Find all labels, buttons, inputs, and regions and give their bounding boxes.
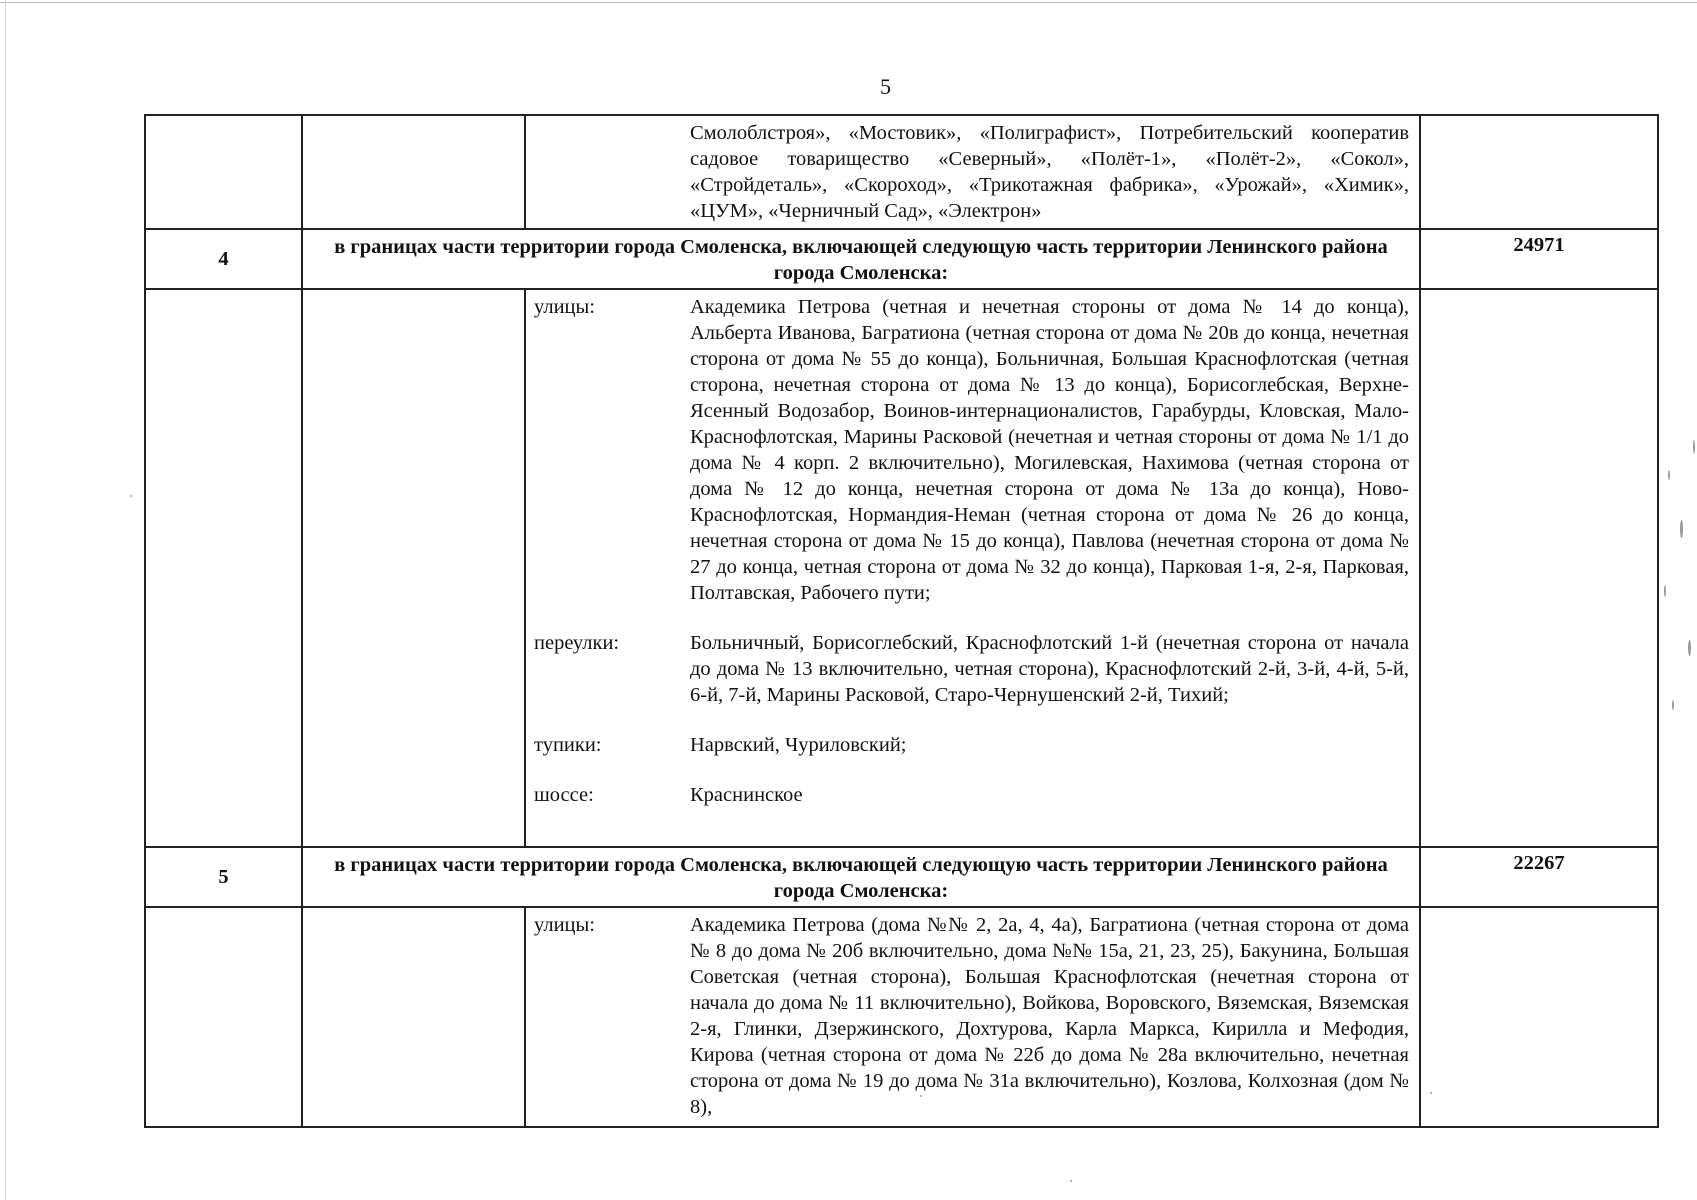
voter-count: 24971 [1420, 229, 1658, 289]
category-text: Академика Петрова (четная и нечетная стороны от дома № 14 до конца), Альберта Иванова, Багратиона (четная сторона от дома № 20в до конца, нечетная сторона от дома № 55 до конца), Больничная, Большая Краснофлотская (четная сторона, нечетная сторона от дома № 13 до конца), Борисоглебская, Верхне-Ясенный Водозабор, Воинов-интернационалистов, Гарабурды, Кловская, Мало-Краснофлотская, Марины Расковой (нечетная и четная стороны от дома № 1/1 до дома № 4 корп. 2 включительно), Могилевская, Нахимова (четная сторона от дома № 12 до конца, нечетная сторона от дома № 13а до конца), Ново-Краснофлотская, Нормандия-Неман (четная сторона от дома № 26 до конца, нечетная сторона от дома № 15 до конца), Павлова (нечетная сторона от дома № 27 до конца, четная сторона от дома № 32 до конца), Парковая 1-я, 2-я, Парковая, Полтавская, Рабочего пути; [690, 296, 1409, 604]
category-block [526, 782, 1409, 808]
section-number: 5 [145, 847, 302, 907]
table-cell [145, 115, 302, 229]
category-text: Краснинское [690, 784, 803, 806]
category-label: улицы: [534, 914, 595, 936]
section-heading: в границах части территории города Смоленска, включающей следующую часть территории Ленинского района города Смоленска: [302, 229, 1420, 289]
category-text: Нарвский, Чуриловский; [690, 734, 907, 756]
continuation-row [145, 115, 1658, 229]
scan-speck [1672, 700, 1674, 710]
table-cell [1420, 289, 1658, 847]
table-cell [145, 289, 302, 847]
category-label: тупики: [534, 734, 602, 756]
table-cell [302, 289, 525, 847]
scan-speck [1688, 640, 1691, 656]
category-block [526, 912, 1409, 1120]
scan-speck [1070, 1180, 1072, 1182]
scan-speck [920, 1095, 922, 1097]
table-cell [145, 907, 302, 1127]
scan-speck [1693, 440, 1695, 454]
section-number: 4 [145, 229, 302, 289]
category-label: переулки: [534, 632, 620, 654]
category-block [526, 294, 1409, 606]
table-cell [302, 115, 525, 229]
table-cell [302, 907, 525, 1127]
street-list [525, 907, 1420, 1127]
continuation-text: Смолоблстроя», «Мостовик», «Полиграфист», Потребительский кооператив садовое товарищество «Северный», «Полёт-1», «Полёт-2», «Сокол», «Стройдеталь», «Скороход», «Трикотажная фабрика», «Урожай», «Химик», «ЦУМ», «Черничный Сад», «Электрон» [525, 115, 1420, 229]
category-text: Академика Петрова (дома №№ 2, 2а, 4, 4а), Багратиона (четная сторона от дома № 8 до дома № 20б включительно, дома №№ 15а, 21, 23, 25), Бакунина, Большая Советская (четная сторона), Большая Краснофлотская (нечетная сторона от начала до дома № 11 включительно), Войкова, Воровского, Вяземская, Вяземская 2-я, Глинки, Дзержинского, Дохтурова, Карла Маркса, Кирилла и Мефодия, Кирова (четная сторона от дома № 22б до дома № 28а включительно, нечетная сторона от дома № 19 до дома № 31а включительно), Козлова, Колхозная (дом № 8), [690, 914, 1409, 1118]
table-cell [1420, 115, 1658, 229]
section-body-row [145, 289, 1658, 847]
scan-edge-line [5, 0, 6, 1200]
category-label: улицы: [534, 296, 595, 318]
scan-speck [130, 495, 132, 497]
section-body-row [145, 907, 1658, 1127]
scan-edge-line [0, 2, 1697, 3]
category-block [526, 630, 1409, 708]
scan-speck [1430, 1092, 1432, 1094]
scan-speck [1668, 470, 1670, 480]
scan-speck [1664, 585, 1666, 597]
scan-speck [1680, 520, 1683, 538]
section-heading: в границах части территории города Смоленска, включающей следующую часть территории Ленинского района города Смоленска: [302, 847, 1420, 907]
page-number: 5 [880, 74, 891, 99]
section-header-row [145, 847, 1658, 907]
category-block [526, 732, 1409, 758]
street-list [525, 289, 1420, 847]
section-header-row [145, 229, 1658, 289]
category-text: Больничный, Борисоглебский, Краснофлотский 1-й (нечетная сторона от начала до дома № 13 включительно, четная сторона), Краснофлотский 2-й, 3-й, 4-й, 5-й, 6-й, 7-й, Марины Расковой, Старо-Чернушенский 2-й, Тихий; [690, 632, 1409, 706]
voter-count: 22267 [1420, 847, 1658, 907]
table-cell [1420, 907, 1658, 1127]
districts-table [144, 114, 1659, 1128]
category-label: шоссе: [534, 784, 594, 806]
